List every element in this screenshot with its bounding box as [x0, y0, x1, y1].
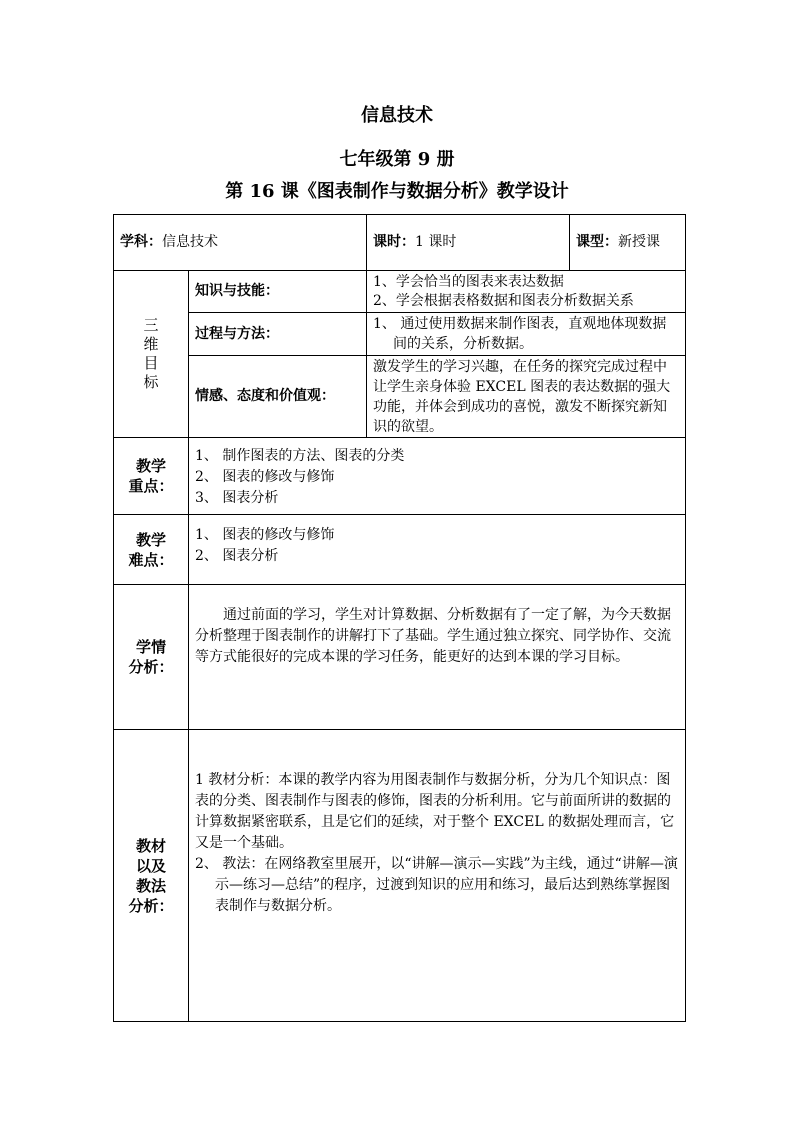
key-points-label: 教学 重点： — [114, 438, 189, 515]
knowledge-row — [114, 271, 686, 313]
material-analysis-row — [114, 730, 686, 1022]
hours-label: 课时： — [373, 234, 415, 250]
difficulty-item: 2、 图表分析 — [195, 548, 279, 564]
key-points-row — [114, 438, 686, 515]
key-point-item: 2、 图表的修改与修饰 — [195, 469, 335, 485]
hours-value: 1 课时 — [415, 234, 457, 250]
learner-analysis-label: 学情 分析： — [114, 585, 189, 730]
emotion-row — [114, 356, 686, 438]
hours-cell — [367, 215, 570, 271]
grade-title: 七年级第 9 册 — [339, 149, 455, 170]
teaching-method-item: 2、 教法：在网络教室里展开，以“讲解—演示—实践”为主线，通过“讲解—演示—练习—总结”的程序，过渡到知识的应用和练习，最后达到熟练掌握图表制作与数据分析。 — [195, 856, 678, 914]
difficulty-item: 1、 图表的修改与修饰 — [195, 527, 335, 543]
subject-label: 学科： — [120, 234, 162, 250]
process-text: 1、 通过使用数据来制作图表，直观地体现数据间的关系，分析数据。 — [373, 316, 667, 352]
key-points-content — [189, 438, 686, 515]
material-analysis-label: 教材 以及 教法 分析： — [114, 730, 189, 1022]
type-cell — [570, 215, 686, 271]
subject-value: 信息技术 — [162, 234, 218, 250]
knowledge-item: 2、学会根据表格数据和图表分析数据关系 — [373, 292, 634, 309]
emotion-content — [367, 356, 686, 438]
process-content — [367, 313, 686, 356]
difficulties-row — [114, 515, 686, 585]
lesson-title: 第 16 课《图表制作与数据分析》教学设计 — [225, 181, 569, 202]
lesson-plan-table — [113, 214, 686, 1022]
process-row — [114, 313, 686, 356]
process-label: 过程与方法： — [189, 313, 367, 356]
emotion-label: 情感、态度和价值观： — [189, 356, 367, 438]
difficulties-label: 教学 难点： — [114, 515, 189, 585]
document-title: 信息技术 — [361, 105, 433, 126]
knowledge-label: 知识与技能： — [189, 271, 367, 313]
material-analysis-item: 1 教材分析：本课的教学内容为用图表制作与数据分析，分为几个知识点：图表的分类、图表制作与图表的修饰，图表的分析利用。它与前面所讲的数据的计算数据紧密联系，且是它们的延续，对于整个 EXCEL 的数据处理而言，它又是一个基础。 — [195, 772, 675, 851]
type-value: 新授课 — [618, 234, 661, 250]
type-label: 课型： — [576, 234, 619, 250]
material-analysis-content — [189, 730, 686, 1022]
key-point-item: 1、 制作图表的方法、图表的分类 — [195, 448, 405, 464]
knowledge-item: 1、学会恰当的图表来表达数据 — [373, 273, 564, 290]
three-dim-label: 三 维 目 标 — [114, 271, 189, 438]
difficulties-content — [189, 515, 686, 585]
knowledge-content — [367, 271, 686, 313]
header-row — [114, 215, 686, 271]
subject-cell — [114, 215, 367, 271]
learner-analysis-content — [189, 585, 686, 730]
key-point-item: 3、 图表分析 — [195, 490, 279, 506]
emotion-text: 激发学生的学习兴趣，在任务的探究完成过程中让学生亲身体验 EXCEL 图表的表达数据的强大功能，并体会到成功的喜悦，激发不断探究新知识的欲望。 — [373, 359, 671, 435]
learner-analysis-text: 通过前面的学习，学生对计算数据、分析数据有了一定了解，为今天数据分析整理于图表制作的讲解打下了基础。学生通过独立探究、同学协作、交流等方式能很好的完成本课的学习任务，能更好的达到本课的学习目标。 — [195, 607, 671, 665]
learner-analysis-row — [114, 585, 686, 730]
